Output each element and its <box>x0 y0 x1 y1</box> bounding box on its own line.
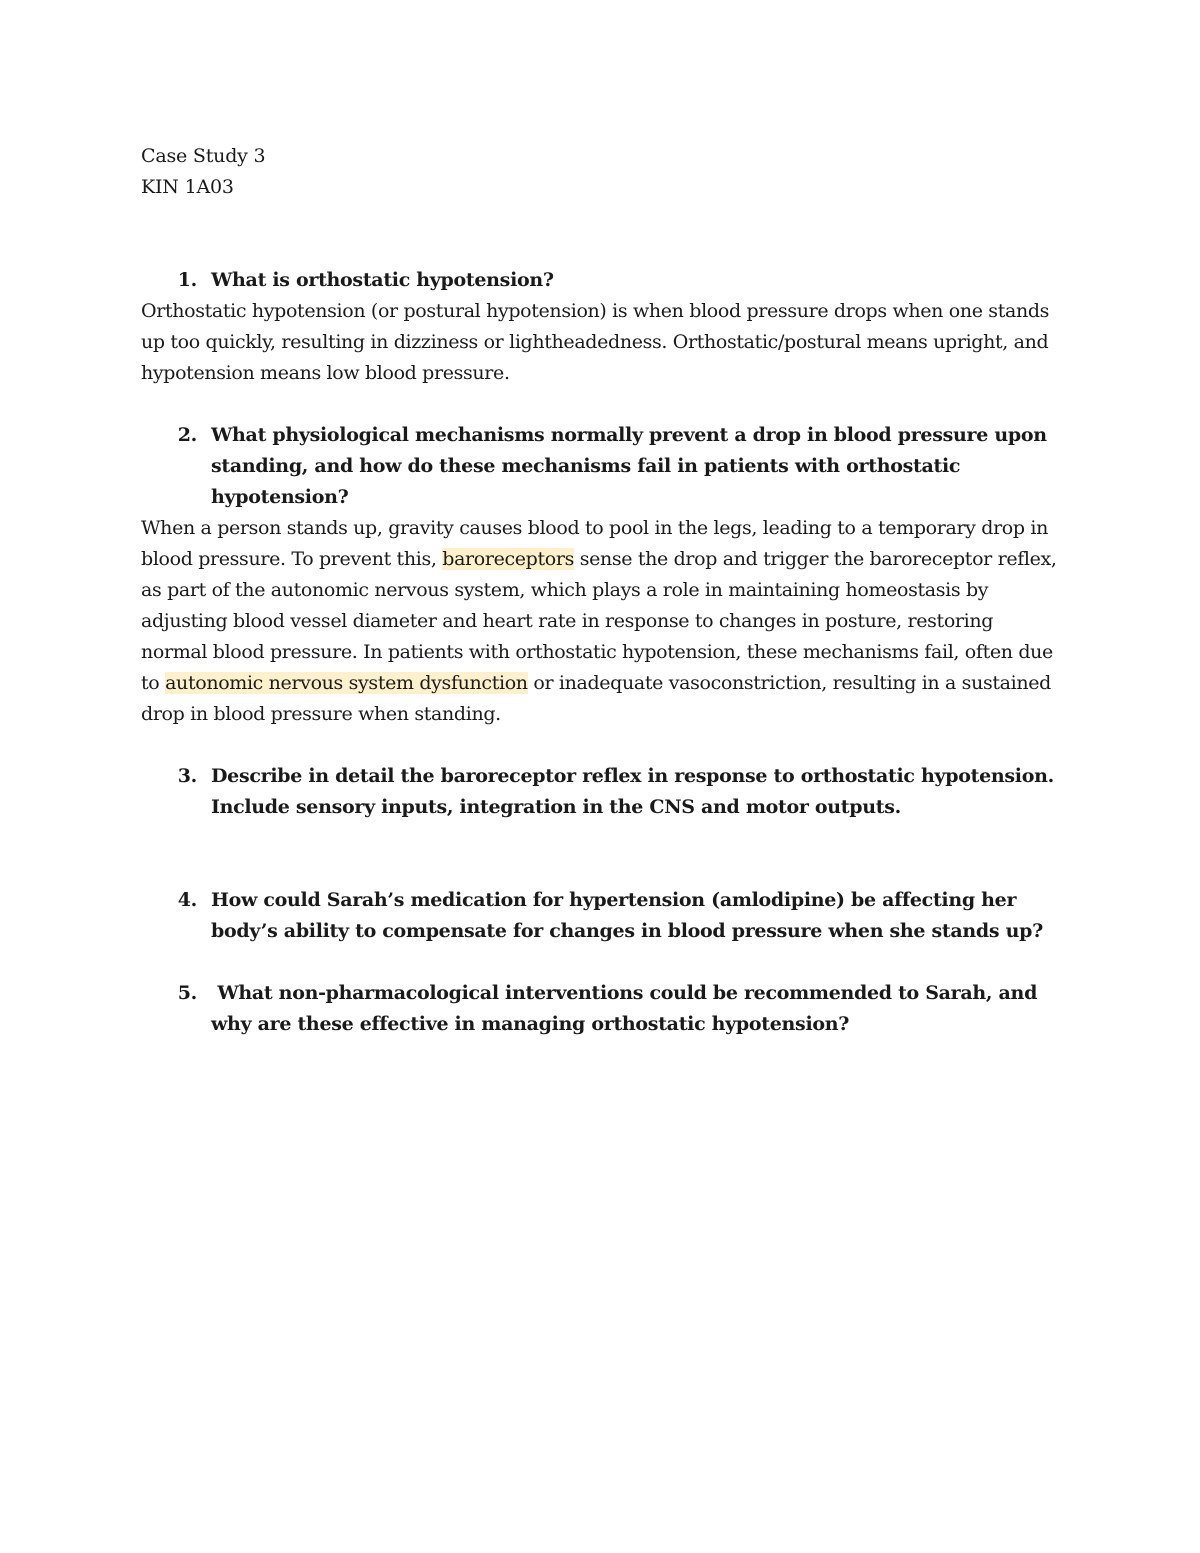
question-number: 2. <box>177 424 197 446</box>
document-page <box>141 141 1061 1040</box>
question-text: What is orthostatic hypotension? <box>211 269 554 291</box>
question-text: What physiological mechanisms normally prevent a drop in blood pressure upon standing, and how do these mechanisms fail in patients with orthostatic hypotension? <box>211 424 1047 508</box>
question-3 <box>141 761 1061 823</box>
question-number: 4. <box>177 889 197 911</box>
question-text: How could Sarah’s medication for hypertension (amlodipine) be affecting her body’s ability to compensate for changes in blood pressure when she stands up? <box>211 889 1043 942</box>
question-number: 5. <box>177 982 197 1004</box>
highlighted-text: baroreceptors <box>442 548 574 570</box>
answer-2 <box>141 513 1061 730</box>
question-text: What non-pharmacological interventions could be recommended to Sarah, and why are these effective in managing orthostatic hypotension? <box>211 982 1044 1035</box>
question-2 <box>141 420 1061 513</box>
answer-text: or inadequate vasoconstriction, resulting in a sustained drop in blood pressure when standing. <box>141 672 1051 725</box>
question-4 <box>141 885 1061 947</box>
course-code: KIN 1A03 <box>141 176 234 198</box>
document-header <box>141 141 1061 203</box>
question-1 <box>141 265 1061 296</box>
question-number: 3. <box>177 765 197 787</box>
question-5 <box>141 978 1061 1040</box>
answer-text: sense the drop and trigger the baroreceptor reflex, as part of the autonomic nervous system, which plays a role in maintaining homeostasis by adjusting blood vessel diameter and heart rate in response to changes in posture, restoring normal blood pressure. In patients with orthostatic hypotension, these mechanisms fail, often due to <box>141 548 1057 694</box>
highlighted-text: autonomic nervous system dysfunction <box>165 672 528 694</box>
question-text: Describe in detail the baroreceptor reflex in response to orthostatic hypotension. Include sensory inputs, integration in the CNS and motor outputs. <box>211 765 1054 818</box>
answer-text: When a person stands up, gravity causes blood to pool in the legs, leading to a temporary drop in blood pressure. To prevent this, <box>141 517 1049 570</box>
document-title: Case Study 3 <box>141 145 266 167</box>
answer-1: Orthostatic hypotension (or postural hypotension) is when blood pressure drops when one stands up too quickly, resulting in dizziness or lightheadedness. Orthostatic/postural means upright, and hypotension means low blood pressure. <box>141 300 1050 384</box>
question-number: 1. <box>177 269 197 291</box>
